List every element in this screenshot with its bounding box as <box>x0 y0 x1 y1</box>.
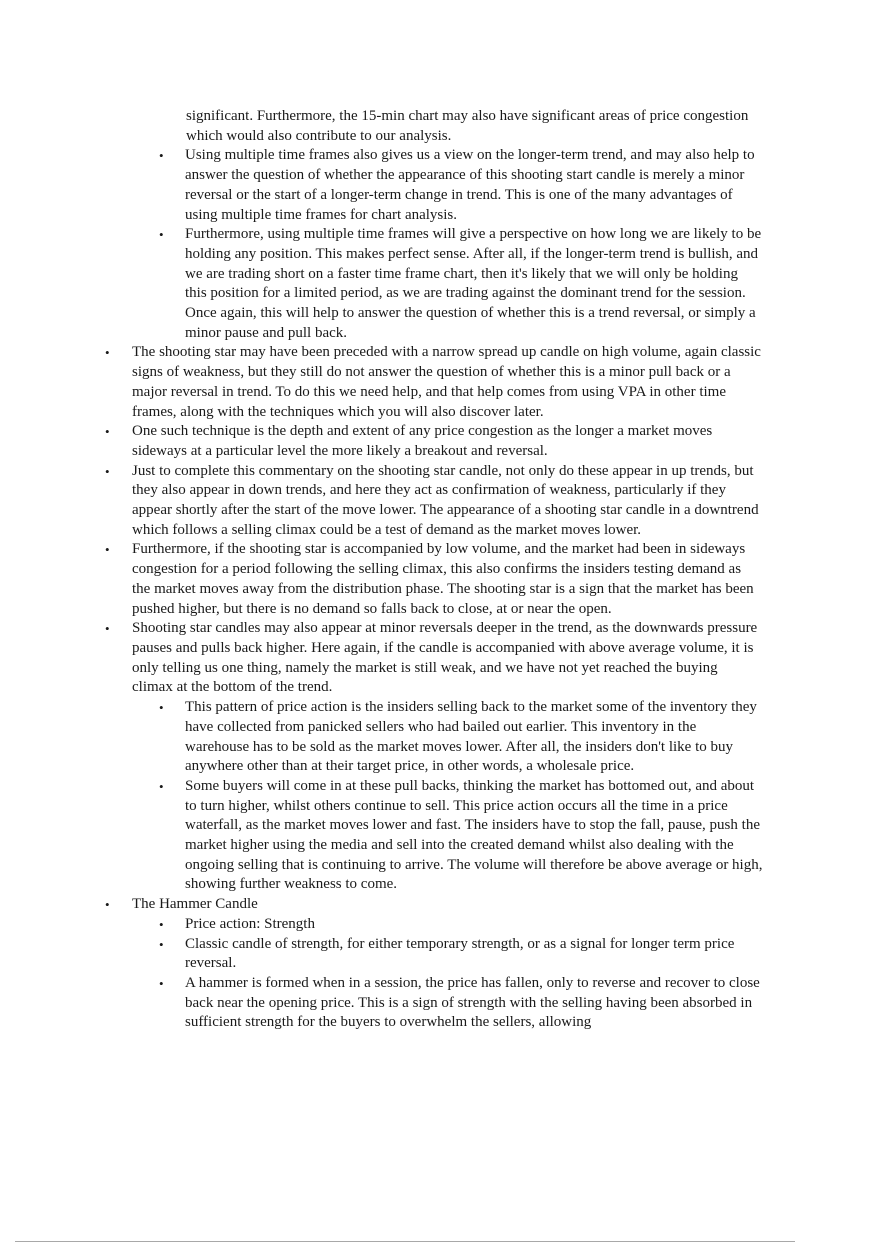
list-item <box>0 343 762 422</box>
bullet-icon: • <box>159 700 164 716</box>
list-item-text: Furthermore, if the shooting star is accompanied by low volume, and the market had been in sideways congestion for a period following the selling climax, this also confirms the insiders testing demand as the market moves away from the distribution phase. The shooting star is a sign that the market has been pushed higher, but there is no demand so falls back to close, at or near the open. <box>132 541 754 617</box>
list-item-text: The shooting star may have been preceded with a narrow spread up candle on high volume, again classic signs of weakness, but they still do not answer the question of whether this is a minor pull back or a major reversal in trend. To do this we need help, and that help comes from using VPA in other time frames, along with the techniques which you will also discover later. <box>132 344 761 420</box>
bullet-icon: • <box>105 424 110 440</box>
bullet-icon: • <box>159 778 164 794</box>
list-item-text: Price action: Strength <box>185 915 315 932</box>
list-item <box>0 935 763 974</box>
section-heading-item <box>0 895 762 915</box>
list-item-text: Shooting star candles may also appear at minor reversals deeper in the trend, as the downwards pressure pauses and pulls back higher. Here again, if the candle is accompanied with above average volume, it is only telling us one thing, namely the market is still weak, and we have not yet reached the buying climax at the bottom of the trend. <box>132 620 758 696</box>
list-item-text: A hammer is formed when in a session, the price has fallen, only to reverse and recover to close back near the opening price. This is a sign of strength with the selling having been absorbed in sufficient strength for the buyers to overwhelm the sellers, allowing <box>185 974 760 1031</box>
bullet-icon: • <box>105 542 110 558</box>
list-item <box>0 540 762 619</box>
bullet-icon: • <box>159 975 164 991</box>
list-item-text: Classic candle of strength, for either temporary strength, or as a signal for longer term price reversal. <box>185 935 735 972</box>
list-item <box>0 225 763 343</box>
list-item <box>0 915 763 935</box>
list-item-text: Just to complete this commentary on the shooting star candle, not only do these appear in up trends, but they also appear in down trends, and here they act as confirmation of weakness, particularly if they appear shortly after the start of the move lower. The appearance of a shooting star candle in a downtrend which follows a selling climax could be a test of demand as the market moves lower. <box>132 462 759 538</box>
list-item-text: One such technique is the depth and extent of any price congestion as the longer a market moves sideways at a particular level the more likely a breakout and reversal. <box>132 423 713 459</box>
continuation-paragraph <box>0 107 763 146</box>
list-item <box>0 422 762 461</box>
bullet-icon: • <box>105 621 110 637</box>
list-item-text: Some buyers will come in at these pull backs, thinking the market has bottomed out, and about to turn higher, whilst others continue to sell. This price action occurs all the time in a price waterfall, as the market moves lower and fast. The insiders have to stop the fall, pause, push the market higher using the media and sell into the created demand whilst also dealing with the ongoing selling that is continuing to arrive. The volume will therefore be above average or high, showing further weakness to come. <box>185 777 763 893</box>
list-item <box>0 619 762 698</box>
bullet-icon: • <box>159 916 164 932</box>
bullet-icon: • <box>105 345 110 361</box>
list-item <box>0 698 763 777</box>
bullet-icon: • <box>105 897 110 913</box>
section-heading-text: The Hammer Candle <box>132 896 258 913</box>
bullet-icon: • <box>159 227 164 243</box>
list-item <box>0 462 762 541</box>
list-item <box>0 146 763 225</box>
bullet-icon: • <box>159 936 164 952</box>
document-page <box>0 107 880 1033</box>
list-item-text: Furthermore, using multiple time frames will give a perspective on how long we are likely to be holding any position. This makes perfect sense. After all, if the longer-term trend is bullish, and we are trading short on a faster time frame chart, then it's likely that we will only be holding this position for a limited period, as we are trading against the dominant trend for the session. Once again, this will help to answer the question of whether this is a trend reversal, or simply a minor pause and pull back. <box>185 226 762 341</box>
bullet-icon: • <box>159 148 164 164</box>
list-item <box>0 777 763 895</box>
paragraph-text: significant. Furthermore, the 15-min chart may also have significant areas of price congestion which would also contribute to our analysis. <box>186 108 749 144</box>
list-item-text: Using multiple time frames also gives us a view on the longer-term trend, and may also help to answer the question of whether the appearance of this shooting start candle is merely a minor reversal or the start of a longer-term change in trend. This is one of the many advantages of using multiple time frames for chart analysis. <box>185 147 755 223</box>
list-item <box>0 974 763 1033</box>
bullet-icon: • <box>105 463 110 479</box>
footer-divider <box>15 1241 795 1242</box>
list-item-text: This pattern of price action is the insiders selling back to the market some of the inventory they have collected from panicked sellers who had bailed out earlier. This inventory in the warehouse has to be sold as the market moves lower. After all, the insiders don't like to buy anywhere other than at their target price, in other words, a wholesale price. <box>185 699 757 775</box>
